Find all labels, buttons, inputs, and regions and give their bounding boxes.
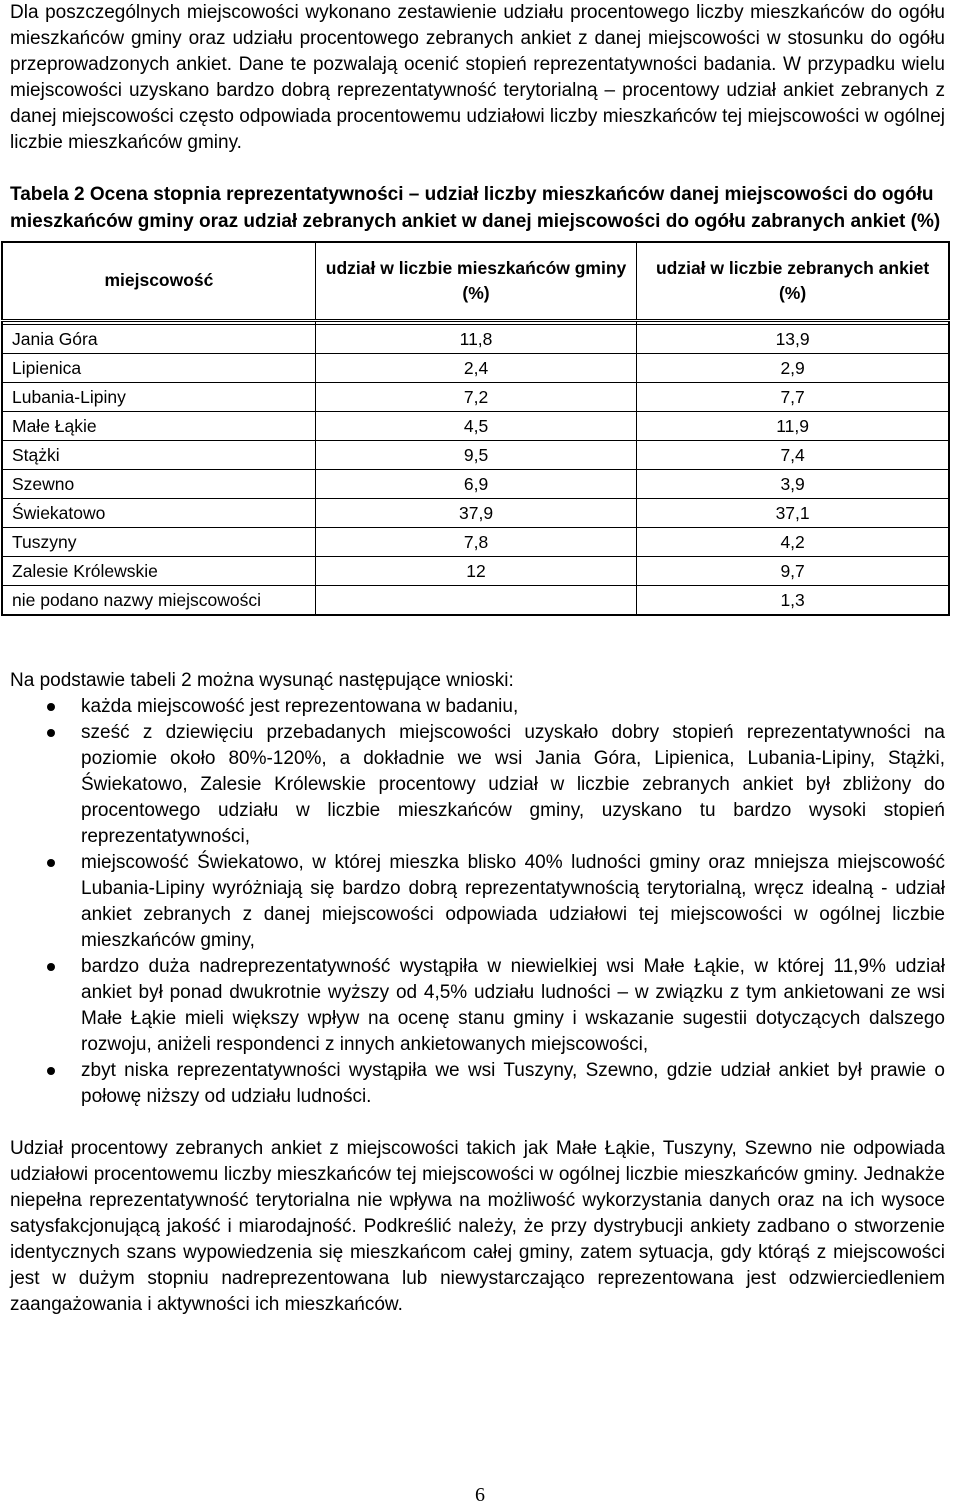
representativeness-table — [1, 241, 950, 616]
cell-locality: Lubania-Lipiny — [2, 382, 315, 411]
cell-survey-share: 11,9 — [637, 411, 949, 440]
cell-population-share: 6,9 — [315, 469, 636, 498]
table-row — [2, 469, 949, 498]
cell-population-share: 7,8 — [315, 527, 636, 556]
cell-locality: Szewno — [2, 469, 315, 498]
table-row — [2, 527, 949, 556]
list-item-text: bardzo duża nadreprezentatywność wystąpiła w niewielkiej wsi Małe Łąkie, w której 11,9% udział ankiet był ponad dwukrotnie wyższy od 4,5% udziału ludności – w związku z tym ankietowani ze wsi Małe Łąkie mieli większy wpływ na ocenę stanu gminy i wskazanie sugestii dotyczących dalszego rozwoju, aniżeli respondenci z innych ankietowanych miejscowości, — [81, 955, 945, 1055]
intro-paragraph: Dla poszczególnych miejscowości wykonano zestawienie udziału procentowego liczby mieszkańców do ogółu mieszkańców gminy oraz udziału procentowego zebranych ankiet z danej miejscowości w stosunku do ogółu przeprowadzonych ankiet. Dane te pozwalają ocenić stopień reprezentatywności badania. W przypadku wielu miejscowości uzyskano bardzo dobrą reprezentatywność terytorialną – procentowy udział ankiet zebranych z danej miejscowości często odpowiada procentowemu udziałowi liczby mieszkańców tej miejscowości w ogólnej liczbie mieszkańców gminy. — [10, 2, 945, 153]
bullet-icon — [47, 963, 55, 971]
bullet-icon — [47, 859, 55, 867]
page-number: 6 — [475, 1484, 485, 1506]
conclusions-list — [10, 694, 945, 1110]
cell-survey-share: 9,7 — [637, 556, 949, 585]
cell-locality: Świekatowo — [2, 498, 315, 527]
table-row — [2, 498, 949, 527]
document-page — [10, 0, 945, 1318]
bullet-icon — [47, 729, 55, 737]
table-row — [2, 382, 949, 411]
conclusions-lead: Na podstawie tabeli 2 można wysunąć następujące wnioski: — [10, 669, 514, 691]
list-item-text: miejscowość Świekatowo, w której mieszka blisko 40% ludności gminy oraz mniejsza miejscowość Lubania-Lipiny wyróżniają się bardzo dobrą reprezentatywnością terytorialną, wręcz idealną - udział ankiet zebranych z danej miejscowości odpowiada udziałowi tej miejscowości w ogólnej liczbie mieszkańców gminy, — [81, 851, 945, 951]
list-item — [10, 720, 945, 850]
list-item-text: sześć z dziewięciu przebadanych miejscowości uzyskało dobry stopień reprezentatywności na poziomie około 80%-120%, a dokładnie we wsi Jania Góra, Lipienica, Lubania-Lipiny, Stążki, Świekatowo, Zalesie Królewskie procentowy udział w liczbie zebranych ankiet był zbliżony do procentowego udziału w liczbie mieszkańców gminy, uzyskano tu bardzo wysoki stopień reprezentatywności, — [81, 721, 945, 847]
cell-survey-share: 2,9 — [637, 353, 949, 382]
cell-survey-share: 4,2 — [637, 527, 949, 556]
cell-population-share: 11,8 — [315, 324, 636, 353]
cell-locality: nie podano nazwy miejscowości — [2, 585, 315, 615]
cell-survey-share: 7,7 — [637, 382, 949, 411]
list-item-text: każda miejscowość jest reprezentowana w badaniu, — [81, 695, 519, 717]
table-row — [2, 324, 949, 353]
table-row — [2, 585, 949, 615]
cell-survey-share: 37,1 — [637, 498, 949, 527]
cell-locality: Tuszyny — [2, 527, 315, 556]
cell-population-share: 9,5 — [315, 440, 636, 469]
cell-population-share: 2,4 — [315, 353, 636, 382]
bullet-icon — [47, 1067, 55, 1075]
table-header-row — [2, 242, 949, 320]
cell-locality: Jania Góra — [2, 324, 315, 353]
cell-population-share: 4,5 — [315, 411, 636, 440]
cell-survey-share: 3,9 — [637, 469, 949, 498]
header-population-share: udział w liczbie mieszkańców gminy (%) — [315, 242, 636, 320]
closing-paragraph: Udział procentowy zebranych ankiet z miejscowości takich jak Małe Łąkie, Tuszyny, Szewno nie odpowiada udziałowi procentowemu liczby mieszkańców tej miejscowości w ogólnej liczbie mieszkańców gminy. Jednakże niepełna reprezentatywność terytorialna nie wpływa na możliwość wykorzystania danych oraz na ich wysoce satysfakcjonującą jakość i miarodajność. Podkreślić należy, że przy dystrybucji ankiety zadbano o stworzenie identycznych szans wypowiedzenia się mieszkańcom całej gminy, zatem sytuacja, gdy którąś z miejscowości jest w dużym stopniu nadreprezentowana lub niewystarczająco reprezentowana jest odzwierciedleniem zaangażowania i aktywności ich mieszkańców. — [10, 1137, 945, 1315]
cell-population-share: 37,9 — [315, 498, 636, 527]
cell-locality: Zalesie Królewskie — [2, 556, 315, 585]
table-row — [2, 411, 949, 440]
list-item-text: zbyt niska reprezentatywności wystąpiła we wsi Tuszyny, Szewno, gdzie udział ankiet był prawie o połowę niższy od udziału ludności. — [81, 1059, 945, 1107]
table-body — [2, 324, 949, 615]
table-row — [2, 556, 949, 585]
table-row — [2, 353, 949, 382]
list-item — [10, 694, 945, 720]
cell-survey-share: 1,3 — [637, 585, 949, 615]
table-caption: Tabela 2 Ocena stopnia reprezentatywności – udział liczby mieszkańców danej miejscowości do ogółu mieszkańców gminy oraz udział zebranych ankiet w danej miejscowości do ogółu zabranych ankiet (%) — [10, 184, 941, 232]
list-item — [10, 1058, 945, 1110]
list-item — [10, 954, 945, 1058]
bullet-icon — [47, 703, 55, 711]
cell-population-share — [315, 585, 636, 615]
cell-locality: Stążki — [2, 440, 315, 469]
cell-survey-share: 7,4 — [637, 440, 949, 469]
cell-population-share: 7,2 — [315, 382, 636, 411]
cell-population-share: 12 — [315, 556, 636, 585]
cell-survey-share: 13,9 — [637, 324, 949, 353]
list-item — [10, 850, 945, 954]
header-locality: miejscowość — [2, 242, 315, 320]
header-survey-share: udział w liczbie zebranych ankiet (%) — [637, 242, 949, 320]
cell-locality: Małe Łąkie — [2, 411, 315, 440]
cell-locality: Lipienica — [2, 353, 315, 382]
table-row — [2, 440, 949, 469]
